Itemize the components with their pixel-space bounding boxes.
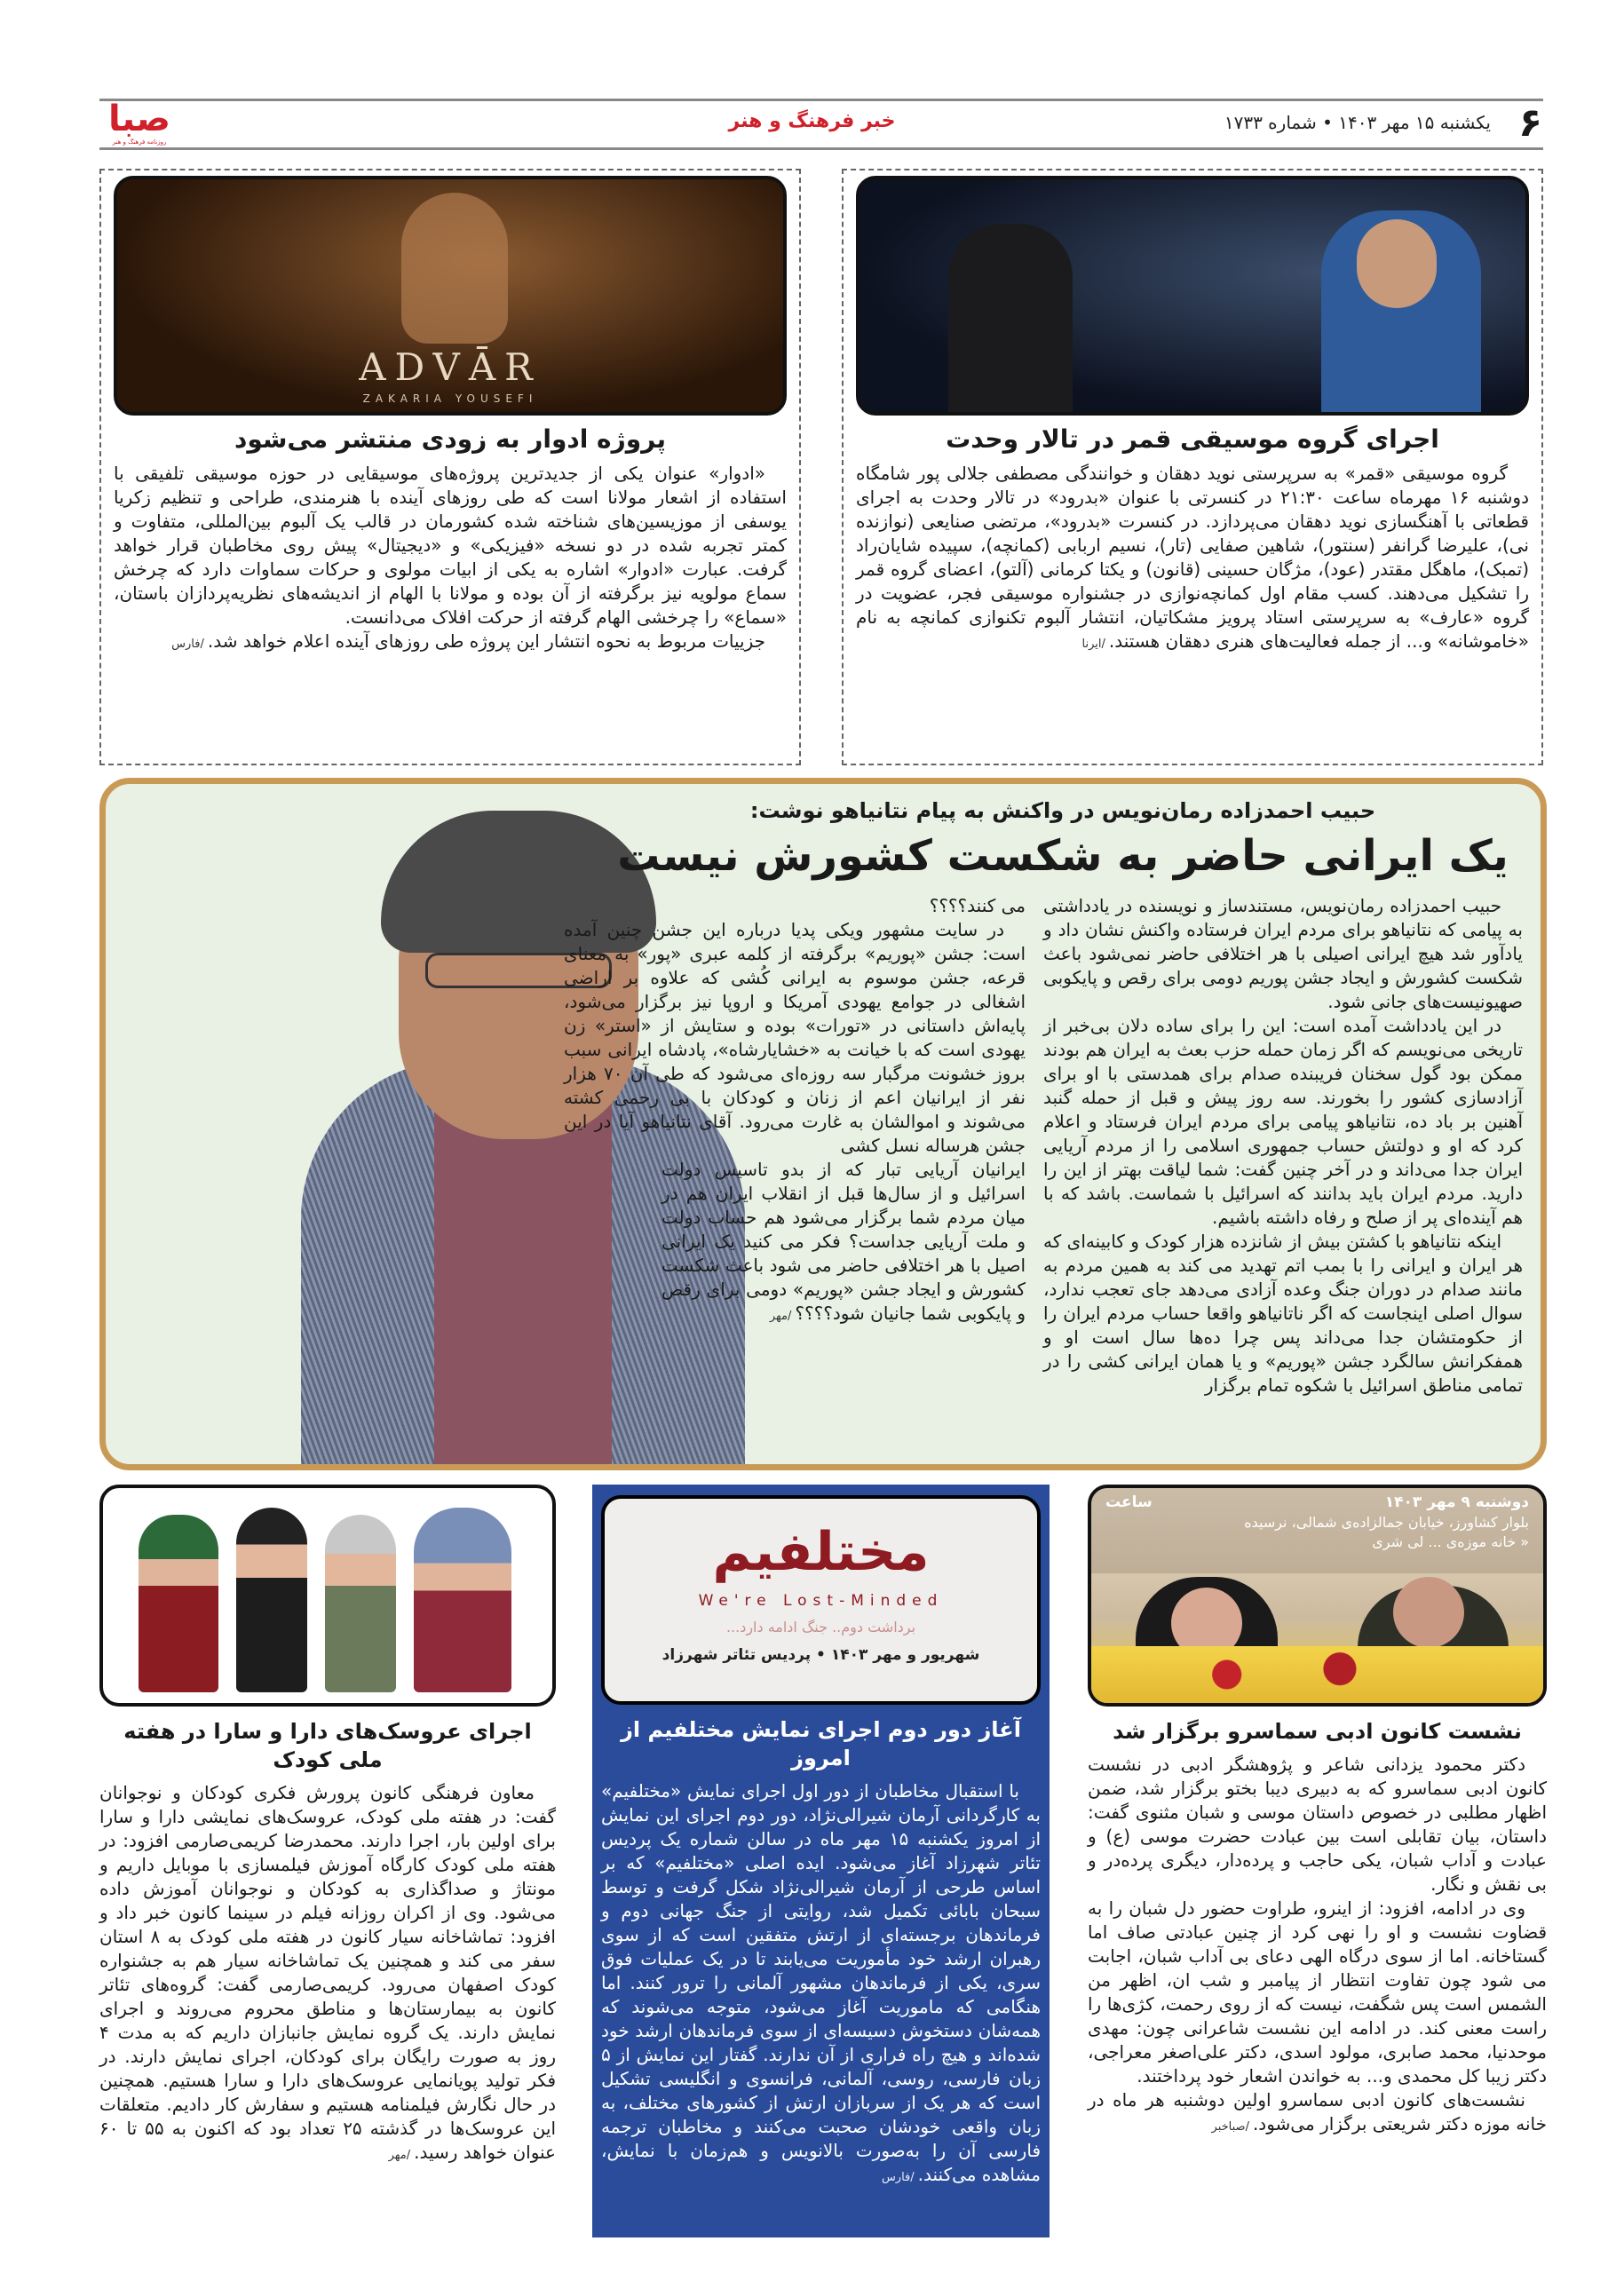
- doll: [414, 1508, 511, 1692]
- source: /فارس: [881, 2171, 915, 2184]
- projected-text: دوشنبه ۹ مهر ۱۴۰۳: [1384, 1493, 1529, 1511]
- story-advar: [99, 169, 801, 765]
- story-samasaru: [1088, 1485, 1547, 2139]
- headline: پروژه ادوار به زودی منتشر می‌شود: [234, 424, 667, 454]
- singer-face: [1357, 219, 1437, 308]
- paragraph: دکتر محمود یزدانی شاعر و پژوهشگر ادبی در نشست کانون ادبی سماسرو که به دبیری دیبا بختو برگزار شد، ضمن اظهار مطلبی در خصوص داستان موسی و شبان مثنوی گفت: داستان، بیان تقابلی است بین عبادت حضرت موسی (ع) و عبادت و آداب شبان، یکی حاجب و پرده‌دار، دیگری پرده‌در و بی نقش و نگار.: [1088, 1754, 1547, 1895]
- paragraph: نشست‌های کانون ادبی سماسرو اولین دوشنبه هر ماه در خانه موزه دکتر شریعتی برگزار می‌شود.: [1088, 2089, 1547, 2134]
- flowers: [1091, 1646, 1543, 1703]
- source: /مهر: [769, 1310, 792, 1323]
- paragraph: در این یادداشت آمده است: این را برای ساده دلان بی‌خبر از تاریخی می‌نویسم که اگر زمان حمله حزب بعث به ایران هم بودند ممکن بود گول سخنان فریبنده صدام برای همدستی با او برای آزادسازی کشور را بخورند. سه روز پیش و قبل از حمله گنبد آهنین بر باد ده، نتانیاهو پیامی برای مردم ایران فرستاد و اعلام کرد که او و دولتش حساب جمهوری اسلامی را از مردم آریایی ایران جدا می‌داند و در آخر چنین گفت: شما لیاقت بهتر از این را دارید. مردم ایران باید بدانند که اسرائیل با شماست. باشد که با هم آینده‌ای پر از صلح و رفاه داشته باشیم.: [1043, 1015, 1523, 1228]
- projected-text: « خانه موزه‌ی ... لی شری: [1372, 1533, 1529, 1550]
- logo-text: صبا: [108, 99, 170, 139]
- source: /مهر: [388, 2149, 411, 2162]
- cover-title: ADVĀR: [359, 345, 542, 389]
- logo[interactable]: [99, 99, 179, 147]
- hand-illustration: [401, 193, 508, 344]
- feature-left-column-lower: [661, 1158, 1026, 1328]
- issue-line: یکشنبه ۱۵ مهر ۱۴۰۳ • شماره ۱۷۳۳: [1224, 112, 1491, 133]
- paragraph: می کنند؟؟؟؟: [929, 895, 1026, 916]
- feature-left-column: [564, 894, 1026, 1158]
- paragraph: جزییات مربوط به نحوه انتشار این پروژه طی روزهای آینده اعلام خواهد شد.: [207, 630, 765, 652]
- concert-photo: [856, 176, 1529, 416]
- top-rule: [99, 99, 1543, 101]
- section-title: خبر فرهنگ و هنر: [728, 110, 896, 132]
- dolls-photo: [99, 1485, 556, 1707]
- paragraph: گروه موسیقی «قمر» به سرپرستی نوید دهقان و خوانندگی مصطفی جلالی پور شامگاه دوشنبه ۱۶ مهرماه ساعت ۲۱:۳۰ در کنسرتی با عنوان «بدرود» در تالار وحدت به اجرای قطعاتی با آهنگسازی نوید دهقان می‌پردازد. در کنسرت «بدرود»، مرتضی صنایعی (نوازنده نی)، علیرضا گرانفر (سنتور)، شاهین صفایی (تار)، نسیم اربابی (کمانچه)، سپیده شایان‌راد (تمبک)، ماهگل مقتدر (عود)، مژگان حسینی (قانون) و یکتا کرمانی (آلتو)، اعضای گروه قمر را تشکیل می‌دهند. کسب مقام اول کمانچه‌نوازی در جشنواره موسیقی فجر، عضویت در گروه «عارف» به سرپرستی استاد پرویز مشکاتیان، انتشار آلبوم تکنوازی کمانچه به نام «خاموشانه» و... از جمله فعالیت‌های هنری دهقان هستند.: [856, 463, 1529, 652]
- doll: [139, 1515, 218, 1692]
- cover-artist: ZAKARIA YOUSEFI: [362, 392, 538, 405]
- poster-dates: شهریور و مهر ۱۴۰۳ • پردیس تئاتر شهرزاد: [661, 1646, 980, 1664]
- projected-text: ساعت: [1105, 1493, 1153, 1511]
- article-body: [856, 462, 1529, 656]
- feature-kicker: حبیب احمدزاده رمان‌نویس در واکنش به پیام نتانیاهو نوشت:: [749, 798, 1376, 823]
- bottom-rule: [99, 147, 1543, 150]
- projected-text: بلوار کشاورز، خیابان جمالزاده‌ی شمالی، نرسیده: [1244, 1514, 1529, 1531]
- man-face: [1393, 1577, 1464, 1648]
- headline: آغاز دور دوم اجرای نمایش مختلفیم از امروز: [621, 1717, 1021, 1770]
- paragraph: معاون فرهنگی کانون پرورش فکری کودکان و نوجوانان گفت: در هفته ملی کودک، عروسک‌های نمایشی دارا و سارا برای اولین بار، اجرا دارند. محمدرضا کریمی‌صارمی افزود: در هفته ملی کودک کارگاه آموزش فیلمسازی با موبایل داریم و مونتاژ و صداگذاری به کودکان و نوجوانان آموزش داده می‌شود. وی از اکران روزانه فیلم در سینما کانون خبر داد و افزود: تماشاخانه سیار کانون در هفته ملی کودک به ۸ استان سفر می کند و همچنین یک تماشاخانه سیار هم به جشنواره کودک اصفهان می‌رود. کریمی‌صارمی گفت: گروه‌های تئاتر کانون به بیمارستان‌ها و مناطق محروم می‌روند و اجرای نمایش دارند. یک گروه نمایش جانبازان داریم که به مدت ۴ روز به صورت رایگان برای کودکان، اجرای نمایش دارند. در فکر تولید پویانمایی عروسک‌های دارا و سارا هستیم. همچنین در حال نگارش فیلمنامه هستیم و سفارش کار دادیم. متعلقات این عروسک‌ها در گذشته ۲۵ تعداد بود که اکنون به ۵۵ تا ۶۰ عنوان خواهد رسید.: [99, 1782, 556, 2163]
- feature-headline: یک ایرانی حاضر به شکست کشورش نیست: [617, 831, 1509, 881]
- source: /ایرنا: [1081, 638, 1105, 651]
- article-body: [99, 1781, 556, 2167]
- doll: [236, 1508, 307, 1692]
- paragraph: حبیب احمدزاده رمان‌نویس، مستندساز و نویسنده در یادداشتی به پیامی که نتانیاهو برای مردم ایران فرستاده واکنش نشان داد و یادآور شد هیچ ایرانی اصیلی با هر اختلافی حاضر نمی‌شود باعث شکست کشورش و ایجاد جشن پوریم دومی برای رقص و پایکوبی صهیونیست‌های جانی شود.: [1043, 895, 1523, 1012]
- paragraph: «ادوار» عنوان یکی از جدیدترین پروژه‌های موسیقایی در حوزه موسیقی تلفیقی با استفاده از اشعار مولانا است که طی روزهای آینده با هنرمندی، طراحی و تنظیم زکریا یوسفی از موزیسین‌های شناخته شده کشورمان در قالب یک آلبوم بین‌المللی، متفاوت و کمتر تجربه شده در دو نسخه «فیزیکی» و «دیجیتال» پیش روی مخاطبان قرار خواهد گرفت. عبارت «ادوار» اشاره به یکی از ابیات مولوی و حرکات سماوات دارد که چرخش سماع مولویه نیز برگرفته از آن بوده و مولانا با الهام از اندیشه‌های نظریه‌پردازان باستان، «سماع» را چرخشی الهام گرفته از حرکت افلاک می‌دانست.: [114, 463, 787, 628]
- play-poster: [601, 1495, 1041, 1705]
- headline: نشست کانون ادبی سماسرو برگزار شد: [1113, 1719, 1522, 1744]
- doll: [325, 1515, 396, 1692]
- story-qamar: [842, 169, 1543, 765]
- projection-screen: [1091, 1488, 1543, 1573]
- source: /فارس: [171, 638, 204, 651]
- article-body: [114, 462, 787, 656]
- article-body: [601, 1779, 1041, 2190]
- paragraph: ایرانیان آریایی تبار که از بدو تاسیس دولت اسرائیل و از سال‌ها قبل از انقلاب ایران هم در میان مردم شما برگزار می‌شود هم حساب دولت و ملت آریایی جداست؟ فکر می کنید یک ایرانی اصیل با هر اختلافی حاضر می شود باعث شکست کشورش و ایجاد جشن «پوریم» دومی برای رقص و پایکوبی شما جانیان شود؟؟؟؟: [661, 1159, 1026, 1324]
- page-number: ۶: [1518, 100, 1542, 146]
- advar-cover: [114, 176, 787, 416]
- meeting-photo: [1088, 1485, 1547, 1707]
- feature-box: [99, 778, 1547, 1470]
- logo-tagline: روزنامه فرهنگ و هنر: [112, 139, 167, 146]
- poster-tagline: برداشت دوم.. جنگ ادامه دارد...: [725, 1619, 916, 1635]
- paragraph: با استقبال مخاطبان از دور اول اجرای نمایش «مختلفیم» به کارگردانی آرمان شیرالی‌نژاد، دور دوم اجرای این نمایش از امروز یکشنبه ۱۵ مهر ماه در سالن شماره یک پردیس تئاتر شهرزاد آغاز می‌شود. ایده اصلی «مختلفیم» که بر اساس طرحی از آرمان شیرالی‌نژاد شکل گرفت و توسط سبحان بابائی تکمیل شد، روایتی از جنگ جهانی دوم و فرماندهان برجسته‌ای از ارتش متفقین است که از سوی رهبران ارشد خود مأموریت می‌یابند تا در یک عملیات فوق سری، یکی از فرماندهان مشهور آلمانی را ترور کنند. اما هنگامی که ماموریت آغاز می‌شود، متوجه می‌شوند که همه‌شان دستخوش دسیسه‌ای از سوی فرماندهان ارشد خود شده‌اند و هیچ راه فراری از آن ندارند. گفتار این نمایش از ۵ زبان فارسی، روسی، آلمانی، فرانسوی و انگلیسی تشکیل است که هر یک از سربازان ارتش از کشورهای مختلف، به زبان واقعی خودشان صحبت می‌کنند و مخاطبان ترجمه فارسی آن را به‌صورت بالانویس و هم‌زمان با نمایش، مشاهده می‌کنند.: [601, 1780, 1042, 2185]
- feature-right-column: [1043, 894, 1523, 1398]
- paragraph: وی در ادامه، افزود: از اینرو، طراوت حضور دل شبان را به قضاوت نشست و او را نهی کرد از چنین عبادتی صاف اما گستاخانه. اما از سوی درگاه الهی دعای بی آداب شبان، اجابت می شود چون تفاوت انتظار از پیامبر و شب ان، اظهر من الشمس است پس شگفت، نیست که از روی رحمت، کژی‌ها را راست معنی کند. در ادامه این نشست شاعرانی چون: مهدی موحدنیا، محمد صابری، مولود اسدی، دکتر علی‌اصغر معراجی، دکتر زیبا کل محمدی و... به خواندن اشعار خود پرداختند.: [1088, 1897, 1547, 2087]
- story-dolls: [99, 1485, 556, 2167]
- poster-title: مختلفیم: [712, 1521, 930, 1583]
- story-mokhtalefim: [592, 1485, 1050, 2237]
- source: /صباخبر: [1211, 2120, 1249, 2134]
- musician-figure: [948, 224, 1073, 416]
- feature-left-column-wrap: [564, 894, 1026, 1328]
- poster-english: We're Lost-Minded: [698, 1592, 944, 1610]
- headline: اجرای عروسک‌های دارا و سارا در هفته ملی کودک: [123, 1719, 532, 1772]
- article-body: [1088, 1753, 1547, 2139]
- paragraph: اینکه نتانیاهو با کشتن بیش از شانزده هزار کودک و کابینه‌ای که هر ایران و ایرانی را با بمب اتم تهدید می کند به همین مردم به مانند صدام در دوران جنگ وعده آزادی می‌دهد جای تعجب ندارد، سوال اصلی اینجاست که اگر ناتانیاهو واقعا حساب مردم ایران را از حکومتشان جدا می‌داند پس چرا ده‌ها سال است او و همفکرانش سالگرد جشن «پوریم» و یا همان ایرانی کشی را در تمامی مناطق اسرائیل با شکوه تمام برگزار: [1043, 1231, 1523, 1396]
- paragraph: در سایت مشهور ویکی پدیا درباره این جشن چنین آمده است: جشن «پوریم» برگرفته از کلمه عبری «پور» به معنای قرعه، جشن موسوم به ایرانی کُشی که علاوه بر اراضی اشغالی در جوامع یهودی آمریکا و اروپا نیز برگزار می‌شود، پایه‌اش داستانی در «تورات» بوده و ستایش از «استر» زن یهودی است که با خیانت به «خشایارشاه»، پادشاه ایرانی سبب بروز خشونت مرگبار سه روزه‌ای می‌شود که طی آن ۷۰ هزار نفر از ایرانیان اعم از زنان و کودکان با بی رحمی کشته می‌شوند و اموالشان به غارت می‌رود. آقای نتانیاهو آیا در این جشن هرساله نسل کشی: [564, 919, 1026, 1156]
- headline: اجرای گروه موسیقی قمر در تالار وحدت: [946, 424, 1439, 454]
